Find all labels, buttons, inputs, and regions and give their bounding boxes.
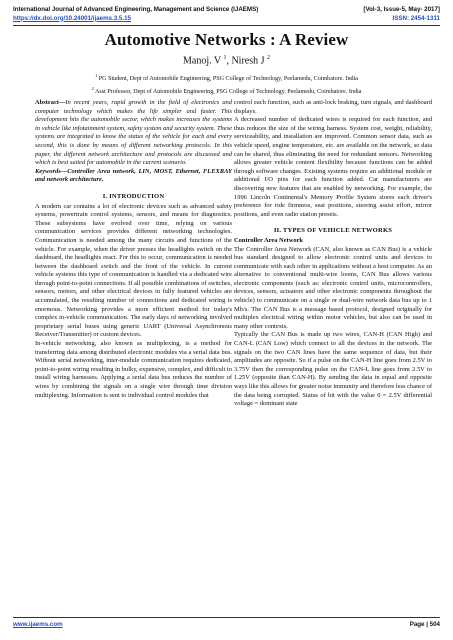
can-paragraph: Typically the CAN Bus is made up two wires, CAN-H (CAN High) and CAN-L (CAN Low) which connect to all the devices in the network. The signals on the two CAN lines have the same sequence of data, but their amplitudes are opposite. So if a pulse on the CAN-H line goes from 2.5V to 3.75V then the corresponding pulse on the CAN-L line goes from 2.5V to 1.25V (opposite than CAN-H). By sending the data in equal and opposite ways like this allows for greater noise immunity and therefore less chance of the data being corrupted. Status of bit with the value 0 = 2.5V differential voltage = dominant state — [234, 331, 432, 408]
abstract-text: In recent years, rapid growth in the field of electronics and computer technology which makes the life simpler and faster. This development hits the automobile sector, which makes increases the systems in vehicle like infotainment system, safety system and security system. These systems are integrated to know the status of the vehicle for each and every second, this is done by means of different networking protocols. In this paper, the different network architecture and protocols are discussed and which is best suited for automobile in the current scenario. — [35, 99, 232, 167]
doi-link[interactable]: https://dx.doi.org/10.24001/ijaems.3.5.15 — [13, 14, 131, 22]
abstract — [35, 99, 232, 168]
author-list — [0, 52, 453, 67]
intro-paragraph: A modern car contains a lot of electronic devices such as advanced safety systems, powertrain control systems, sensors, and means for diagnostics. These subsystems have evolved over time, relying on various communication services provides different networking technologies. Communication is needed among the many circuits and functions of the vehicle. For example, when the driver presses the headlights switch on the dashboard, the headlights react. For this to occur, communication is needed between the dashboard switch and the front of the vehicle. In current vehicle systems this type of communication is handled via a dedicated wire through point-to-point connections. If all possible combinations of switches, sensors, motors, and other electrical devices in fully featured vehicles are accumulated, the resulting number of connections and dedicated wiring is enormous. Networking provides a more efficient method for today's complex in-vehicle communication. The early days of networking involved proprietary serial buses using generic UART (Universal Asynchronous Receiver/Transmitter) or custom devices. — [35, 202, 232, 339]
website-link[interactable]: www.ijaems.com — [13, 621, 63, 628]
intro-paragraph: In-vehicle networking, also known as multiplexing, is a method for transferring data among distributed electronic modules via a serial data bus. Without serial networking, inter-module communication requires dedicated, point-to-point wiring resulting in bulky, expensive, complex, and difficult to install wiring harnesses. Applying a serial data bus reduces the number of wires by combining the signals on a single wire through time division multiplexing. Information is sent to individual control modules that — [35, 340, 232, 399]
author-separator: , — [226, 55, 232, 67]
affiliation-2-mark: 2 — [91, 86, 94, 92]
section-heading-introduction: I. INTRODUCTION — [102, 192, 165, 200]
journal-name: International Journal of Advanced Engineering, Management and Science (IJAEMS) — [13, 6, 259, 13]
affiliation-2 — [0, 84, 453, 97]
author-1-affiliation-mark: 1 — [223, 55, 227, 61]
issn: ISSN: 2454-1311 — [392, 14, 440, 22]
footer-divider — [13, 617, 440, 618]
affiliation-1-mark: 1 — [95, 73, 98, 78]
abstract-label: Abstract— — [35, 99, 66, 106]
paper-title: Automotive Networks : A Review — [104, 30, 349, 49]
intro-continued-paragraph: control each function, such as anti-lock braking, turn signals, and dashboard displays. — [234, 99, 432, 115]
affiliation-1-text: PG Student, Dept of Automobile Engineering, PSG College of Technology, Peelamedu, Coimbatore. India — [98, 76, 358, 83]
subsection-heading-can: Controller Area Network — [234, 236, 304, 244]
author-1: Manoj. V — [182, 55, 221, 67]
page-number: Page | 504 — [409, 621, 440, 628]
journal-header — [13, 6, 440, 23]
page-footer — [13, 621, 440, 628]
author-2: Niresh J — [231, 55, 265, 67]
section-heading-vehicle-networks: II. TYPES OF VEHICLE NETWORKS — [273, 227, 393, 235]
can-paragraph: The Controller Area Network (CAN, also known as CAN Bus) is a vehicle bus standard designed to allow electronic control units and devices to communicate with each other in applications without a host computer. As an alternative to conventional multi-wire looms, CAN Bus allows various electronic components (such as: electronic control units, microcontrollers, devices, sensors, actuators and other electronic components throughout the vehicle) to communicate on a single or dual-wire network data bus up to 1 Mb/s. The CAN Bus is a message based protocol, designed originally for multiplex electrical wiring within motor vehicles, but also can be used in many other contexts. — [234, 245, 432, 330]
right-column — [234, 99, 432, 409]
volume-issue: [Vol-3, Issue-5, May- 2017] — [363, 6, 440, 13]
keywords — [35, 168, 232, 185]
header-divider — [13, 25, 440, 26]
left-column — [35, 99, 232, 400]
affiliations — [0, 71, 453, 97]
keywords-text: Controller Area network, LIN, MOST, Ethernet, FLEXRAY and network architecture. — [35, 167, 232, 184]
affiliation-1 — [0, 71, 453, 84]
intro-continued-paragraph: A decreased number of dedicated wires is required for each function, and thus reduces the size of the wiring harness. System cost, weight, reliability, serviceability, and installation are improved. Common sensor data, such as vehicle speed, engine temperature, etc. are available on the network, so data can be shared, thus eliminating the need for redundant sensors. Networking allows greater vehicle content flexibility because functions can be added through software changes. Existing systems require an additional module or additional I/O pins for each function added. Car manufacturers are discovering new features that are enabled by networking. For example, the 1996 Lincoln Continental's Memory Profile System stores each driver's preference for ride firmness, seat positions, steering assist effort, mirror positions, and even radio station presets. — [234, 116, 432, 218]
keywords-label: Keywords— — [35, 167, 68, 175]
affiliation-2-text: Asst Professor, Dept of Automobile Engineering, PSG College of Technology, Peelamedu, Coimbatore. India — [95, 89, 362, 96]
author-2-affiliation-mark: 2 — [267, 55, 271, 61]
